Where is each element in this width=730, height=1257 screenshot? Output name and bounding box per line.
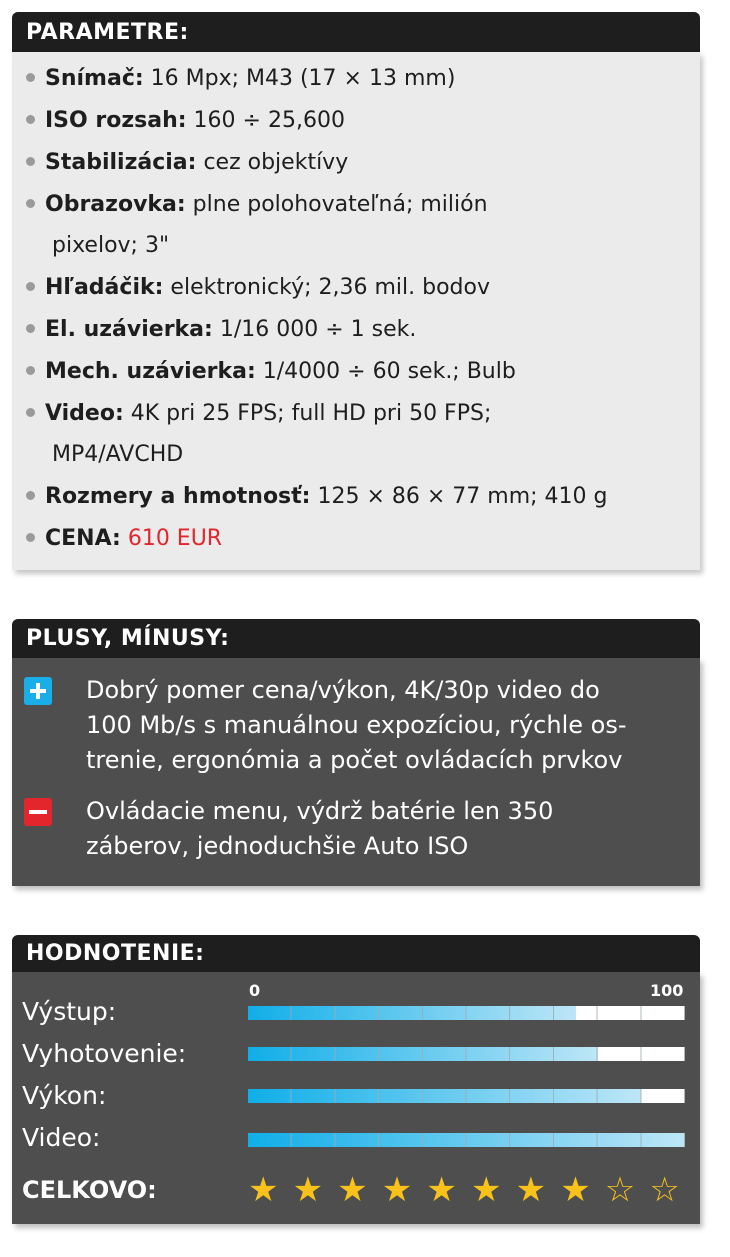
star-filled-icon: ★ xyxy=(471,1170,502,1210)
param-label: Obrazovka: xyxy=(45,192,186,217)
rating-bar-video xyxy=(248,1133,685,1147)
star-filled-icon: ★ xyxy=(426,1170,457,1210)
param-stabilization xyxy=(26,142,666,184)
overall-label: CELKOVO: xyxy=(22,1176,157,1204)
rating-label-video: Video: xyxy=(22,1123,101,1152)
pros-cons-header xyxy=(12,619,700,658)
param-value: 4K pri 25 FPS; full HD pri 50 FPS; xyxy=(123,401,492,426)
param-label: Stabilizácia: xyxy=(45,150,197,175)
param-label: El. uzávierka: xyxy=(45,317,213,342)
overall-stars xyxy=(248,1168,688,1212)
rating-bar-build xyxy=(248,1047,685,1061)
pros-line: Dobrý pomer cena/výkon, 4K/30p video do xyxy=(86,676,600,704)
param-value: elektronický; 2,36 mil. bodov xyxy=(163,275,491,300)
scale-max: 100 xyxy=(650,981,684,1000)
param-value: 1/16 000 ÷ 1 sek. xyxy=(212,317,417,342)
param-electronic-shutter xyxy=(26,309,666,351)
minus-icon xyxy=(24,798,52,826)
param-dimensions xyxy=(26,476,666,518)
cons-line: záberov, jednoduchšie Auto ISO xyxy=(86,832,469,860)
parameters-header xyxy=(12,12,700,52)
bullet-icon xyxy=(26,408,35,417)
param-value: 125 × 86 × 77 mm; 410 g xyxy=(310,484,608,509)
param-viewfinder xyxy=(26,267,666,309)
param-sensor xyxy=(26,58,666,100)
param-label: Snímač: xyxy=(45,66,144,91)
param-value: 1/4000 ÷ 60 sek.; Bulb xyxy=(255,359,516,384)
param-value: 16 Mpx; M43 (17 × 13 mm) xyxy=(143,66,456,91)
rating-bar-performance xyxy=(248,1089,685,1103)
star-empty-icon: ☆ xyxy=(604,1170,636,1210)
bullet-icon xyxy=(26,324,35,333)
param-video xyxy=(26,393,666,475)
param-value: plne polohovateľná; milión xyxy=(185,192,488,217)
star-filled-icon: ★ xyxy=(381,1170,413,1210)
rating-label-output: Výstup: xyxy=(22,997,117,1026)
parameters-title: PARAMETRE: xyxy=(26,19,189,45)
pros-cons-title: PLUSY, MÍNUSY: xyxy=(26,626,230,651)
rating-label-build: Vyhotovenie: xyxy=(22,1039,187,1068)
pros-line: trenie, ergonómia a počet ovládacích prvkov xyxy=(86,746,623,774)
bullet-icon xyxy=(26,491,35,500)
rating-title: HODNOTENIE: xyxy=(26,941,205,966)
rating-header xyxy=(12,935,700,972)
param-label: Mech. uzávierka: xyxy=(45,359,256,384)
bullet-icon xyxy=(26,73,35,82)
param-mechanical-shutter xyxy=(26,351,666,393)
bullet-icon xyxy=(26,533,35,542)
param-label: CENA: xyxy=(45,526,121,551)
bullet-icon xyxy=(26,115,35,124)
param-continuation: pixelov; 3" xyxy=(52,233,170,258)
param-continuation: MP4/AVCHD xyxy=(52,442,184,467)
star-filled-icon: ★ xyxy=(515,1170,547,1210)
param-value: 160 ÷ 25,600 xyxy=(186,108,345,133)
star-empty-icon: ☆ xyxy=(649,1170,680,1210)
rating-bar-output xyxy=(248,1006,685,1020)
param-label: Video: xyxy=(45,401,124,426)
param-label: Hľadáčik: xyxy=(45,275,164,300)
param-label: Rozmery a hmotnosť: xyxy=(45,484,311,509)
star-filled-icon: ★ xyxy=(560,1170,591,1210)
bullet-icon xyxy=(26,199,35,208)
param-value: cez objektívy xyxy=(196,150,349,175)
scale-min: 0 xyxy=(249,981,261,1000)
pros-line: 100 Mb/s s manuálnou expozíciou, rýchle os- xyxy=(86,711,627,739)
cons-line: Ovládacie menu, výdrž batérie len 350 xyxy=(86,797,554,825)
price-value: 610 EUR xyxy=(120,526,223,551)
star-filled-icon: ★ xyxy=(337,1170,368,1210)
star-filled-icon: ★ xyxy=(292,1170,324,1210)
param-label: ISO rozsah: xyxy=(45,108,187,133)
param-iso xyxy=(26,100,666,142)
star-filled-icon: ★ xyxy=(248,1170,279,1210)
bullet-icon xyxy=(26,366,35,375)
param-screen xyxy=(26,184,666,266)
bullet-icon xyxy=(26,157,35,166)
bullet-icon xyxy=(26,282,35,291)
rating-label-performance: Výkon: xyxy=(22,1081,107,1110)
param-price xyxy=(26,518,666,560)
plus-icon xyxy=(24,677,52,705)
